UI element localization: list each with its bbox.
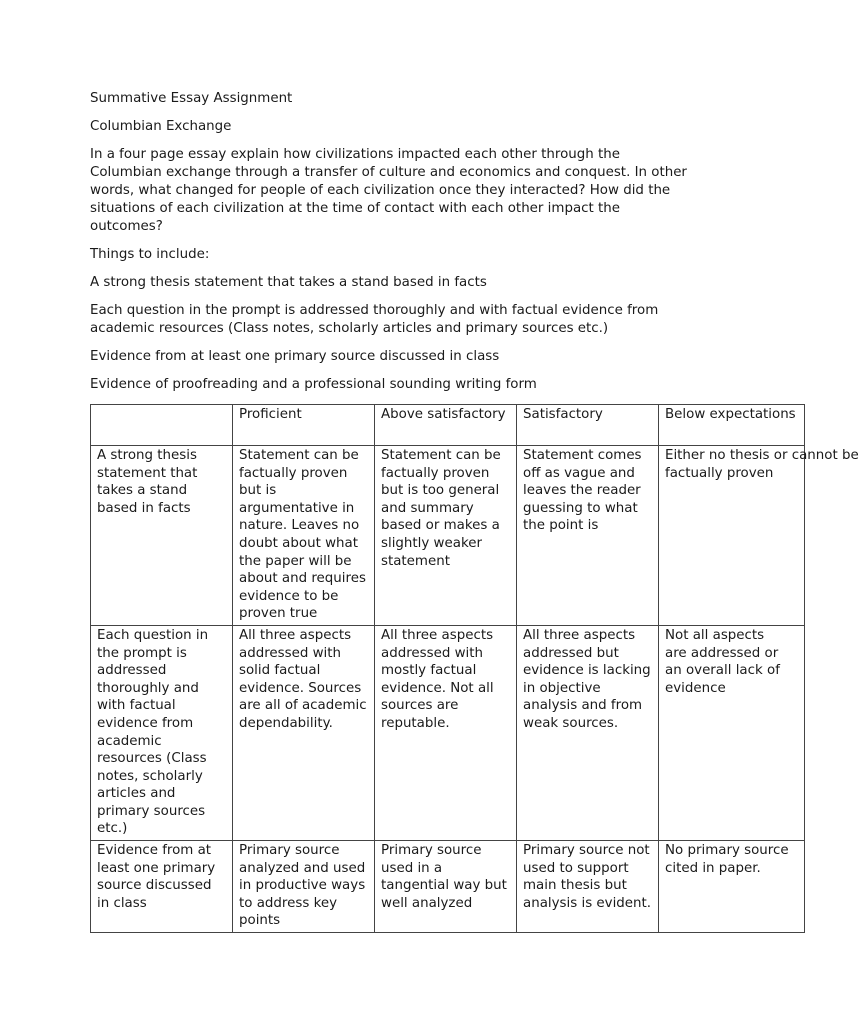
include-item-evidence: Each question in the prompt is addressed thoroughly and with factual evidence from academic resources (Class notes, scholarly articles and primary sources etc.) <box>90 303 659 336</box>
rubric-cell-below-expectations <box>659 841 805 933</box>
rubric-cell-satisfactory: Primary source not used to support main thesis but analysis is evident. <box>517 841 659 933</box>
rubric-cell-satisfactory: Statement comes off as vague and leaves the reader guessing to what the point is <box>517 446 659 626</box>
rubric-cell-satisfactory: All three aspects addressed but evidence is lacking in objective analysis and from weak sources. <box>517 625 659 840</box>
rubric-header-proficient: Proficient <box>233 405 375 446</box>
rubric-cell-below-expectations <box>659 625 805 840</box>
rubric-row-evidence <box>91 625 805 840</box>
rubric-row-primary-source <box>91 841 805 933</box>
rubric-cell-text: Not all aspects are addressed or an overall lack of evidence <box>665 627 780 696</box>
document-title: Summative Essay Assignment <box>90 91 293 106</box>
rubric-header-criterion <box>91 405 233 446</box>
essay-prompt: In a four page essay explain how civilizations impacted each other through the Columbian exchange through a transfer of culture and economics and conquest. In other words, what changed for people of each civilization once they interacted? How did the situations of each civilization at the time of contact with each other impact the outcomes? <box>90 147 687 234</box>
rubric-criterion: Each question in the prompt is addressed thoroughly and with factual evidence from academic resources (Class notes, scholarly articles and primary sources etc.) <box>91 625 233 840</box>
include-item-primary-source: Evidence from at least one primary source discussed in class <box>90 349 500 364</box>
rubric-cell-proficient: Primary source analyzed and used in productive ways to address key points <box>233 841 375 933</box>
include-heading: Things to include: <box>90 247 210 262</box>
rubric-cell-above-satisfactory: Primary source used in a tangential way but well analyzed <box>375 841 517 933</box>
rubric-cell-text: Either no thesis or cannot be factually proven <box>665 448 859 481</box>
rubric-cell-above-satisfactory: All three aspects addressed with mostly factual evidence. Not all sources are reputable. <box>375 625 517 840</box>
include-item-proofreading: Evidence of proofreading and a professional sounding writing form <box>90 377 537 392</box>
document-body <box>90 90 790 404</box>
rubric-cell-proficient: All three aspects addressed with solid factual evidence. Sources are all of academic dependability. <box>233 625 375 840</box>
rubric-criterion: Evidence from at least one primary source discussed in class <box>91 841 233 933</box>
rubric-header-below-expectations: Below expectations <box>659 405 805 446</box>
rubric-header-satisfactory: Satisfactory <box>517 405 659 446</box>
rubric-cell-below-expectations <box>659 446 859 626</box>
rubric-row-thesis <box>91 446 805 626</box>
rubric-header-row <box>91 405 805 446</box>
rubric-cell-text: No primary source cited in paper. <box>665 843 789 876</box>
include-item-thesis: A strong thesis statement that takes a stand based in facts <box>90 275 487 290</box>
rubric-criterion: A strong thesis statement that takes a stand based in facts <box>91 446 233 626</box>
rubric-cell-proficient: Statement can be factually proven but is argumentative in nature. Leaves no doubt about what the paper will be about and requires evidence to be proven true <box>233 446 375 626</box>
rubric-cell-above-satisfactory: Statement can be factually proven but is too general and summary based or makes a slightly weaker statement <box>375 446 517 626</box>
rubric-header-above-satisfactory: Above satisfactory <box>375 405 517 446</box>
document-subtitle: Columbian Exchange <box>90 119 232 134</box>
rubric-table <box>90 404 859 933</box>
